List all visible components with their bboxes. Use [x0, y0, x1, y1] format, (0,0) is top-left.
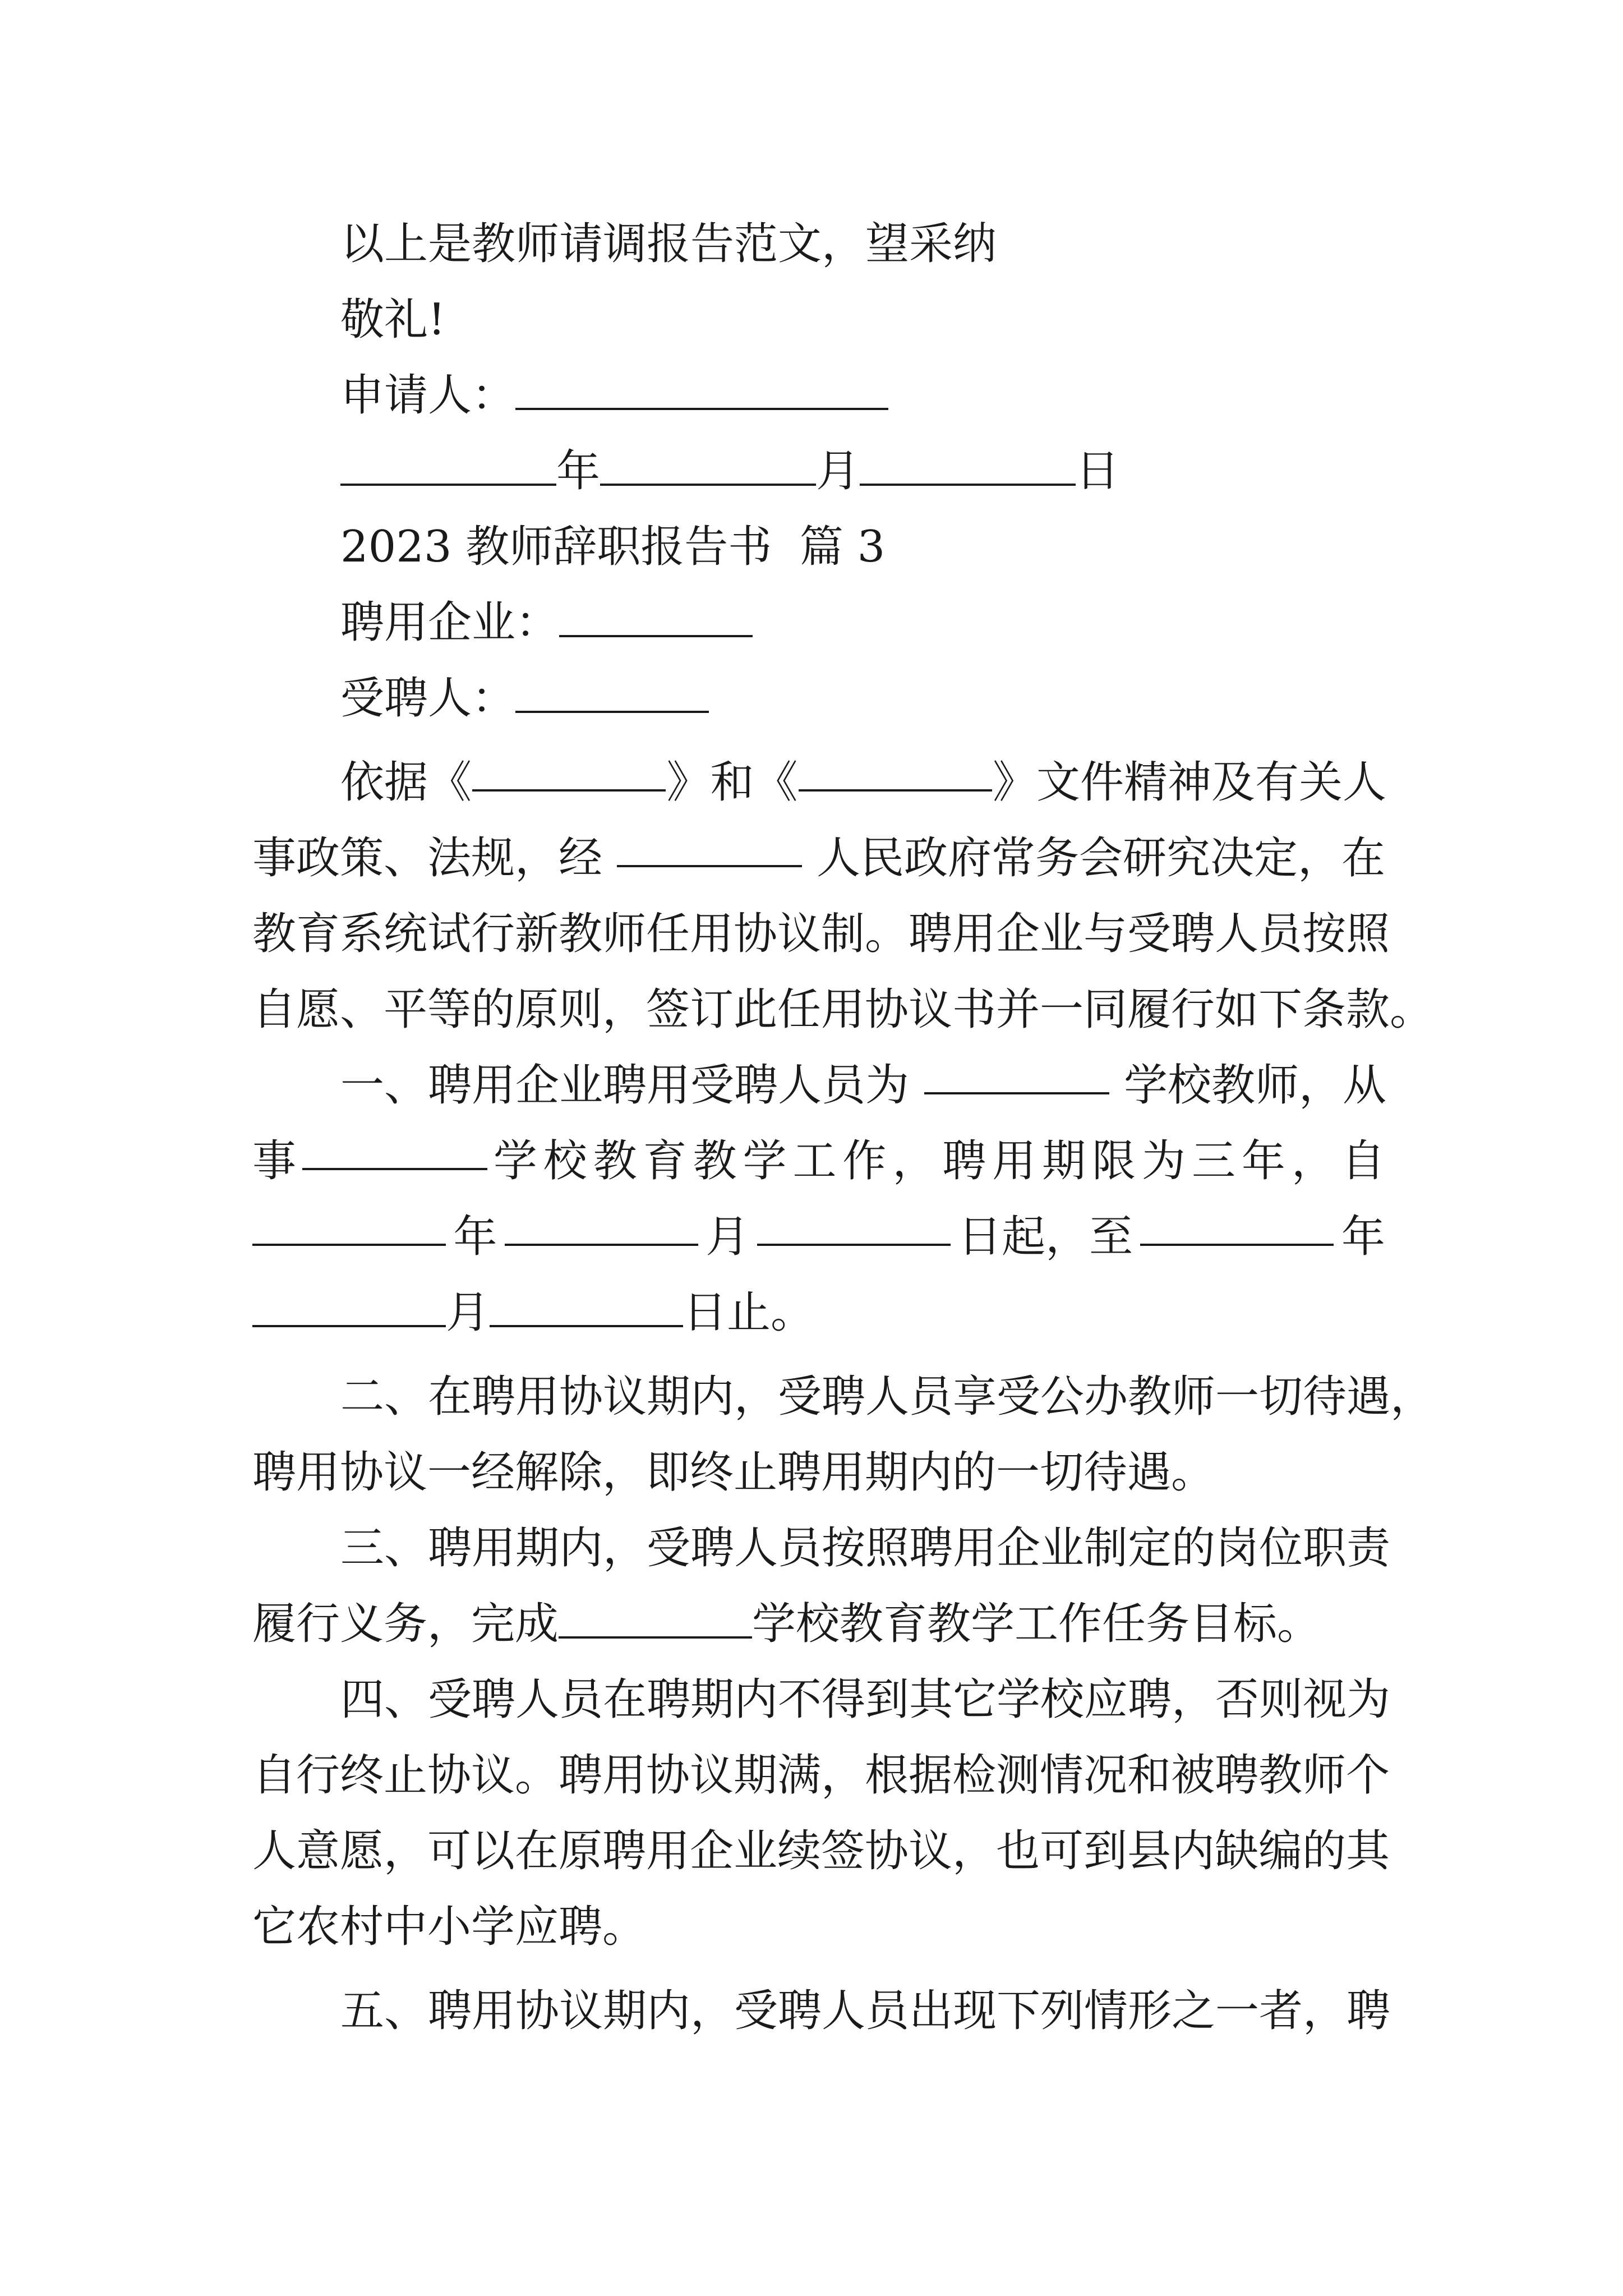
- applicant-line: [340, 367, 888, 424]
- clause-text: 月: [706, 1212, 750, 1262]
- clause-char: 教: [693, 1136, 737, 1186]
- clause-text: 学校教师，从: [1123, 1060, 1386, 1111]
- clause4-line-2: 自行终止协议。聘用协议期满，根据检测情况和被聘教师个: [252, 1750, 1390, 1801]
- intro-text: 人民政府常务会研究决定，在: [816, 833, 1385, 884]
- applicant-label: 申请人：: [340, 370, 516, 421]
- end-year-blank: [1140, 1209, 1334, 1246]
- clause-char: 工: [792, 1136, 837, 1186]
- year-label: 年: [556, 446, 601, 496]
- intro-line-3: 教育系统试行新教师任用协议制。聘用企业与受聘人员按照: [252, 909, 1390, 959]
- clause5-line-1: 五、聘用协议期内，受聘人员出现下列情形之一者，聘: [340, 1986, 1391, 2036]
- start-month-blank: [505, 1209, 698, 1246]
- clause-text: 学校教育教学工作任务目标。: [752, 1599, 1321, 1649]
- clause1-line-2: [252, 1133, 1385, 1189]
- clause-char: 用: [992, 1136, 1036, 1186]
- month-blank: [600, 449, 816, 486]
- clause2-line-2: 聘用协议一经解除，即终止聘用期内的一切待遇。: [252, 1447, 1215, 1498]
- clause-char: 聘: [942, 1136, 986, 1186]
- clause4-line-1: 四、受聘人员在聘期内不得到其它学校应聘，否则视为: [340, 1674, 1391, 1725]
- closing-regards: 敬礼!: [340, 295, 446, 345]
- school-blank-1: [924, 1057, 1109, 1094]
- intro-line-4: 自愿、平等的原则，签订此任用协议书并一同履行如下条款。: [252, 984, 1434, 1035]
- applicant-blank: [515, 373, 888, 410]
- doc-name-blank-1: [472, 754, 666, 792]
- day-blank: [860, 449, 1076, 486]
- clause-char: 期: [1042, 1136, 1086, 1186]
- date-line: [340, 443, 1119, 499]
- clause-char: 限: [1092, 1136, 1136, 1186]
- doc-name-blank-2: [799, 754, 992, 792]
- clause2-line-1: 二、在聘用协议期内，受聘人员享受公办教师一切待遇，: [340, 1372, 1435, 1422]
- intro-text: 》和《: [666, 757, 798, 808]
- start-year-blank: [252, 1209, 446, 1246]
- employer-line: [340, 595, 753, 651]
- intro-line-1: [340, 754, 1386, 811]
- clause-char: 作: [842, 1136, 887, 1186]
- employer-label: 聘用企业：: [340, 597, 560, 648]
- clause-char: 事: [252, 1136, 297, 1186]
- clause1-line-1: [340, 1057, 1386, 1114]
- intro-line-2: [252, 830, 1385, 886]
- clause-text: 履行义务，完成: [252, 1599, 559, 1649]
- clause-char: 自: [1341, 1136, 1385, 1186]
- clause3-line-2: [252, 1596, 1321, 1652]
- clause-char: 学: [493, 1136, 537, 1186]
- clause1-line-3: [252, 1209, 1385, 1265]
- end-month-blank: [252, 1290, 446, 1327]
- clause-char: 学: [743, 1136, 787, 1186]
- gov-blank: [617, 830, 802, 867]
- clause-char: ，: [1291, 1136, 1335, 1186]
- clause-text: 日起，至: [958, 1212, 1133, 1262]
- clause-char: ，: [892, 1136, 937, 1186]
- clause-text: 一、聘用企业聘用受聘人员为: [340, 1060, 910, 1111]
- intro-text: 》文件精神及有关人: [992, 757, 1386, 808]
- clause1-line-4: [252, 1285, 814, 1341]
- start-day-blank: [757, 1209, 951, 1246]
- clause-text: 月: [446, 1287, 490, 1338]
- clause-char: 三: [1191, 1136, 1235, 1186]
- year-blank: [340, 449, 556, 486]
- clause-char: 育: [643, 1136, 687, 1186]
- day-label: 日: [1076, 446, 1120, 496]
- school-blank-2: [302, 1133, 487, 1170]
- clause4-line-3: 人意愿，可以在原聘用企业续签协议，也可到县内缺编的其: [252, 1826, 1390, 1876]
- intro-text: 事政策、法规，经: [252, 833, 603, 884]
- closing-line: 以上是教师请调报告范文，望采纳: [340, 219, 997, 269]
- clause4-line-4: 它农村中小学应聘。: [252, 1902, 647, 1952]
- clause-text: 年: [453, 1212, 497, 1262]
- employer-blank: [559, 600, 753, 637]
- clause-char: 为: [1142, 1136, 1186, 1186]
- end-day-blank: [490, 1290, 683, 1327]
- clause-char: 年: [1241, 1136, 1285, 1186]
- section-title: 2023 教师辞职报告书 篇 3: [340, 522, 886, 572]
- clause-char: 校: [543, 1136, 587, 1186]
- clause-text: 日止。: [683, 1287, 815, 1338]
- employee-label: 受聘人：: [340, 673, 516, 724]
- intro-text: 依据《: [340, 757, 472, 808]
- clause-char: 教: [593, 1136, 637, 1186]
- employee-blank: [515, 676, 709, 713]
- month-label: 月: [816, 446, 860, 496]
- clause3-line-1: 三、聘用期内，受聘人员按照聘用企业制定的岗位职责: [340, 1523, 1391, 1573]
- school-blank-3: [559, 1602, 752, 1639]
- employee-line: [340, 670, 709, 726]
- clause-text: 年: [1341, 1212, 1385, 1262]
